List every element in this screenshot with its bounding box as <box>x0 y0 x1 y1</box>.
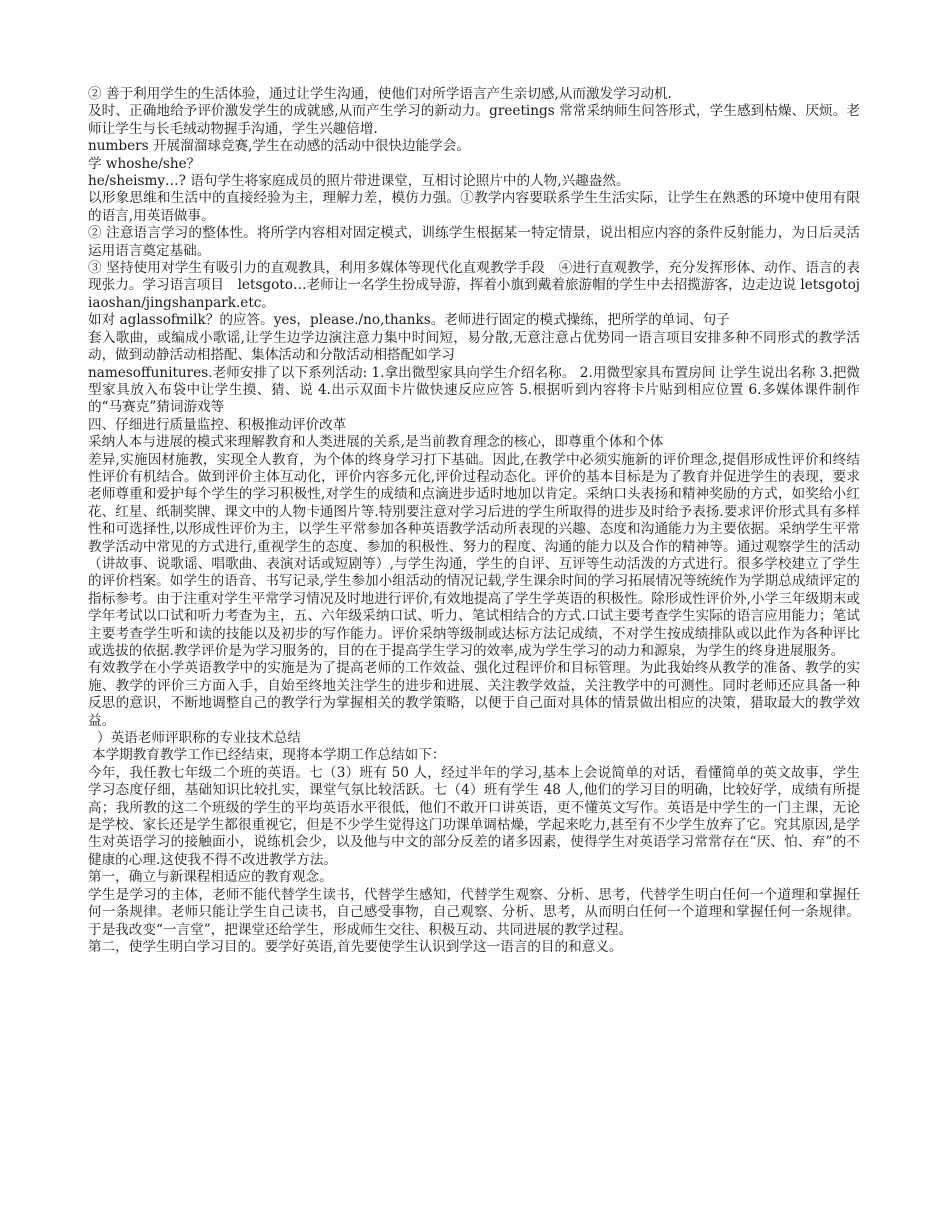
section-title: ）英语老师评职称的专业技术总结 <box>97 730 301 747</box>
paragraph: 采纳人本与进展的模式来理解教育和人类进展的关系,是当前教育理念的核心，即尊重个体和个体 <box>88 434 664 451</box>
paragraph: 第一，确立与新课程相适应的教育观念。 <box>88 869 333 886</box>
paragraph: 有效教学在小学英语教学中的实施是为了提高老师的工作效益、强化过程评价和目标管理。为此我始终从教学的准备、教学的实施、教学的评价三方面入手，自始至终地关注学生的进步和进展、关注教学效益，关注教学中的可测性。同时老师还应具备一种反思的意识，不断地调整自己的教学行为掌握相关的教学策略，以便于自己面对具体的情景做出相应的决策，猎取最大的教学效益。 <box>88 660 860 729</box>
paragraph: ③ 坚持使用对学生有吸引力的直观教具，利用多媒体等现代化直观教学手段 ④进行直观教学，充分发挥形体、动作、语言的表现张力。学习语言项目 letsgoto…老师让一名学生扮成导游，挥着小旗到戴着旅游帽的学生中去招揽游客，边走边说 letsgotojiaoshan/jingshanpark.etc。 <box>88 260 860 311</box>
paragraph: 及时、正确地给予评价激发学生的成就感,从而产生学习的新动力。greetings 常常采纳师生问答形式，学生感到枯燥、厌烦。老师让学生与长毛绒动物握手沟通，学生兴趣倍增. <box>88 103 860 137</box>
paragraph: ② 善于利用学生的生活体验，通过让学生沟通，使他们对所学语言产生亲切感,从而激发学习动机. <box>88 86 672 102</box>
paragraph: he/sheismy…? 语句学生将家庭成员的照片带进课堂，互相讨论照片中的人物,兴趣盎然。 <box>88 173 630 190</box>
paragraph: 第二，使学生明白学习目的。要学好英语,首先要使学生认识到学这一语言的目的和意义。 <box>88 938 623 955</box>
section-heading: 四、仔细进行质量监控、积极推动评价改革 <box>88 416 347 433</box>
paragraph: 套入歌曲，或编成小歌谣,让学生边学边演注意力集中时间短，易分散,无意注意占优势同一语言项目安排多种不同形式的教学活动，做到动静活动相搭配、集体活动和分散活动相搭配如学习 <box>88 329 860 364</box>
paragraph: 今年，我任教七年级二个班的英语。七（3）班有 50 人，经过半年的学习,基本上会说简单的对话，看懂简单的英文故事，学生学习态度仔细，基础知识比较扎实，课堂气氛比较活跃。七（4）班有学生 48 人,他们的学习目的明确，比较好学，成绩有所提高；我所教的这二个班级的学生的平均英语水平很低，他们不敢开口讲英语，更不懂英文写作。英语是中学生的一门主课，无论是学校、家长还是学生都很重视它，但是不少学生觉得这门功课单调枯燥，学起来吃力,甚至有不少学生放弃了它。究其原因,是学生对英语学习的接触面小，说练机会少，以及他与中文的部分反差的诸多因素，使得学生对英语学习常常存在“厌、怕、弃”的不健康的心理.这使我不得不改进教学方法。 <box>88 764 860 868</box>
paragraph: namesoffunitures.老师安排了以下系列活动: 1.拿出微型家具向学生介绍名称。 2.用微型家具布置房间 让学生说出名称 3.把微型家具放入布袋中让学生摸、猜、说 4.出示双面卡片做快速反应应答 5.根据听到内容将卡片贴到相应位置 6.多媒体课件制作的“马赛克”猜词游戏等 <box>88 364 860 416</box>
paragraph: 以形象思维和生活中的直接经验为主，理解力差，模仿力强。①教学内容要联系学生生活实际，让学生在熟悉的环境中使用有限的语言,用英语做事。 <box>88 190 860 224</box>
paragraph: 本学期教育教学工作已经结束，现将本学期工作总结如下： <box>92 747 446 764</box>
paragraph: 学生是学习的主体，老师不能代替学生读书，代替学生感知，代替学生观察、分析、思考，代替学生明白任何一个道理和掌握任何一条规律。老师只能让学生自己读书，自己感受事物，自己观察、分析、思考，从而明白任何一个道理和掌握任何一条规律。于是我改变“一言堂”，把课堂还给学生，形成师生交往、积极互动、共同进展的教学过程。 <box>88 886 860 938</box>
document-body <box>88 86 860 956</box>
paragraph: ② 注意语言学习的整体性。将所学内容相对固定模式，训练学生根据某一特定情景，说出相应内容的条件反射能力，为日后灵活运用语言奠定基础。 <box>88 225 860 259</box>
paragraph: 差异,实施因材施教，实现全人教育，为个体的终身学习打下基础。因此,在教学中必须实施新的评价理念,提倡形成性评价和终结性评价有机结合。做到评价主体互动化，评价内容多元化,评价过程动态化。评价的基本目标是为了教育并促进学生的表现，要求老师尊重和爱护每个学生的学习积极性,对学生的成绩和点滴进步适时地加以肯定。采纳口头表扬和精神奖励的方式，如奖给小红花、红星、纸制奖牌、课文中的人物卡通图片等.特别要注意对学习后进的学生所取得的进步及时给予表扬.要求评价形式具有多样性和可选择性,以形成性评价为主，以学生平常参加各种英语教学活动所表现的兴趣、态度和沟通能力为主要依据。采纳学生平常教学活动中常见的方式进行,重视学生的态度、参加的积极性、努力的程度、沟通的能力以及合作的精神等。通过观察学生的活动（讲故事、说歌谣、唱歌曲、表演对话或短剧等）,与学生沟通，学生的自评、互评等生动活泼的方式进行。很多学校建立了学生的评价档案。如学生的语音、书写记录,学生参加小组活动的情况记载,学生课余时间的学习拓展情况等统统作为学期总成绩评定的指标参考。由于注重对学生平常学习情况及时地进行评价,有效地提高了学生学英语的积极性。除形成性评价外,小学三年级期末或学年考试以口试和听力考查为主，五、六年级采纳口试、听力、笔试相结合的方式.口试主要考查学生实际的语言应用能力；笔试主要考查学生听和读的技能以及初步的写作能力。评价采纳等级制或达标方法记成绩，不对学生按成绩排队或以此作为各种评比或选拔的依据.教学评价是为学习服务的，目的在于提高学生学习的效率,成为学生学习的动力和源泉，为学生的终身进展服务。 <box>88 451 860 659</box>
paragraph: numbers 开展溜溜球竞赛,学生在动感的活动中很快边能学会。 <box>88 138 470 155</box>
paragraph: 学 whoshe/she？ <box>88 155 201 172</box>
paragraph: 如对 aglassofmilk？的应答。yes，please./no,thanks。老师进行固定的模式操练，把所学的单词、句子 <box>88 312 730 329</box>
